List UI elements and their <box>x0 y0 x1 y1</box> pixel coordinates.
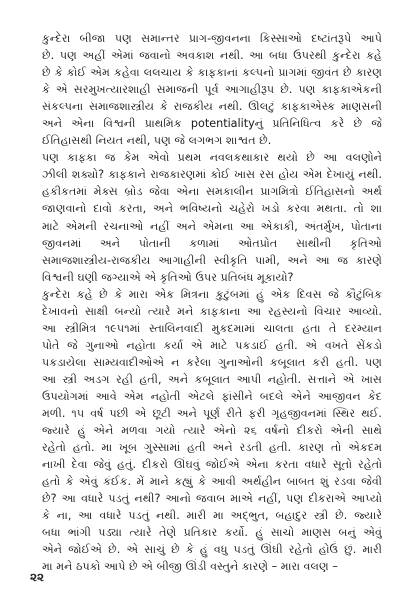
text-line: હકીકતમાં મેક્સ બ્રોડ જેવા એના સમકાલીન પ્રાગમિત્રો ઈતિહાસનો અર્થ <box>42 185 382 199</box>
text-line: નાખી દેવા જેવું હતું. દીકરો ઊંઘવું જોઈએ એના કરતા વધારે સૂતો રહેતો <box>42 458 382 472</box>
text-line: પોતે જે ગુનાઓ નહોતા કર્યા એ માટે પકડાઈ હતી. એ વખતે સેંકડો <box>42 338 382 352</box>
text-line: જાણવાનો દાવો કરતા, અને ભવિષ્યનો ચહેરો ખડો કરવા મથતા. તો શા <box>42 202 382 216</box>
text-line: એને જોઈએ છે. એ સાચું છે કે હું વધુ પડતું ઊંઘી રહેતો હોઉં છું. મારી <box>42 543 382 557</box>
text-line: સમાજશાસ્ત્રીય-રાજકીય આગાહીની સ્વીકૃતિ પામી, અને આ જ કારણે <box>42 253 382 267</box>
text-line: કે એ સરમુખત્યારશાહી સમાજની પૂર્વ આગાહીરૂપ છે. પણ કાફકાએકની <box>42 83 382 97</box>
text-line: છે કે કોઈ એમ કહેવા લલચાય કે કાફકાનાં કલ્પનો પ્રાગમાં જીવંત છે કારણ <box>42 66 382 80</box>
text-line: હતો કે એવું કંઈક. મેં માને કહ્યું કે આવી અર્થહીન બાબત શું રડવા જેવી <box>42 475 382 489</box>
text-line: મા મને ઠપકો આપે છે એ બીજી ઊંડી વસ્તુને કારણે – મારા વલણ – <box>42 560 338 574</box>
text-line: સંકલ્પના સમાજશાસ્ત્રીય કે રાજકીય નથી. ઊલટું કાફકાએસ્ક માણસની <box>42 100 382 114</box>
text-line: ઈતિહાસથી નિયત નથી, પણ જે લગભગ શાશ્વત છે. <box>42 134 272 148</box>
text-line: ઉપયોગમાં આવે એમ નહોતી એટલે ફાંસીને બદલે એને આજીવન કેદ <box>42 389 382 403</box>
text-line: અને એના વિશ્વની પ્રાથમિક potentialityનું પ્રતિનિધિત્વ કરે છે જે <box>42 117 382 131</box>
text-line: જીવનમાં અને પોતાની કળામાં ઓતપ્રોત સાથીની કૃતિઓ <box>42 236 382 250</box>
text-line: આ સ્ત્રી અડગ રહી હતી, અને કબૂલાત આપી નહોતી. સત્તાને એ ખાસ <box>42 372 382 386</box>
text-line: દેખાવનો સાક્ષી બન્યો ત્યારે મને કાફકાના આ રહસ્યનો વિચાર આવ્યો. <box>42 304 382 318</box>
text-line: માટે એમની રચનાઓ નહીં અને એમના આ એકાકી, અંતર્મુખ, પોતાના <box>42 219 382 233</box>
text-line: આ સ્ત્રીમિત્ર ૧૯૫૧માં સ્તાલિનવાદી મુકદમામાં ચાલતા હતા તે દરમ્યાન <box>42 321 382 335</box>
text-line: કુન્દેરા કહે છે કે મારા એક મિત્રના કુટુંબમાં હું એક દિવસ જે કૌટુંબિક <box>42 287 382 301</box>
text-line: ઝીલી શક્યો? કાફકાને રાજકારણમાં કોઈ ખાસ રસ હોય એમ દેખાયું નથી. <box>42 168 382 182</box>
text-line: પકડાયેલા સામ્યવાદીઓએ ન કરેલા ગુનાઓની કબૂલાત કરી હતી. પણ <box>42 355 382 369</box>
text-line: બધા ભાંગી પડ્યા ત્યારે તેણે પ્રતિકાર કર્યો. હું સાચો માણસ બનું એવું <box>42 526 382 540</box>
page-number: ૨૨ <box>30 570 45 584</box>
text-line: છે? આ વધારે પડતું નથી? આનો જવાબ માએ નહીં, પણ દીકરાએ આપ્યો <box>42 492 382 506</box>
body-text <box>42 30 382 576</box>
text-line: મળી. ૧૫ વર્ષ પછી એ છૂટી અને પૂર્ણ રીતે ફરી ગૃહજીવનમાં સ્થિર થઈ. <box>42 407 382 421</box>
text-line: જ્યારે હું એને મળવા ગયો ત્યારે એનો ૨૬ વર્ષનો દીકરો એની સાથે <box>42 424 382 438</box>
text-line: પણ કાફકા જ કેમ એવો પ્રથમ નવલકથાકાર થયો છે આ વલણોને <box>42 151 382 165</box>
text-line: રહેતો હતો. મા ખૂબ ગુસ્સામાં હતી અને રડતી હતી. કારણ તો એકદમ <box>42 441 382 455</box>
text-line: કે ના, આ વધારે પડતું નથી. મારી મા અદ્ભુત, બહાદુર સ્ત્રી છે. જ્યારે <box>42 509 382 523</box>
text-line: કુન્દેરા બીજા પણ સમાન્તર પ્રાગ-જીવનના કિસ્સાઓ દષ્ટાંતરૂપે આપે <box>42 32 382 45</box>
text-line: છે. પણ અહીં એમાં જવાનો અવકાશ નથી. આ બધા ઉપરથી કુન્દેરા કહે <box>42 49 382 63</box>
text-line: વિશ્વની ઘણી જગ્યાએ એ કૃતિઓ ઉપર પ્રતિબંધ મૂકાયો? <box>42 270 294 284</box>
